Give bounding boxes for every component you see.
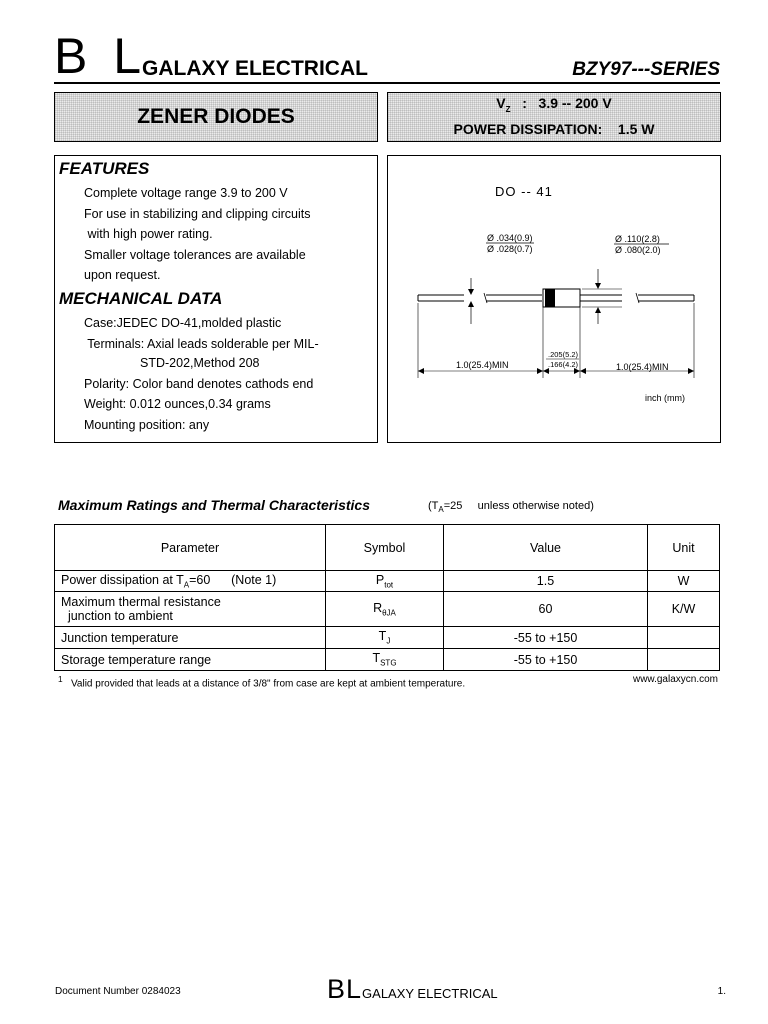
power-spec	[388, 121, 720, 137]
cond-rest: =25 unless otherwise noted)	[443, 500, 594, 512]
row-symbol	[326, 592, 444, 627]
units-label: inch (mm)	[645, 393, 685, 403]
header-parameter: Parameter	[55, 525, 326, 571]
right-len-arrow-b	[688, 368, 694, 374]
vz-subscript: Z	[505, 104, 511, 114]
param-sub: A	[183, 580, 190, 590]
row-parameter: Junction temperature	[55, 627, 326, 649]
row-value: 1.5	[444, 571, 648, 592]
header-unit: Unit	[648, 525, 720, 571]
body-length-min: .166(4.2)	[548, 360, 579, 369]
lead-dia-min: Ø .028(0.7)	[487, 244, 533, 254]
table-row	[55, 649, 720, 671]
features-heading: FEATURES	[59, 159, 150, 178]
page-number: 1.	[717, 986, 726, 997]
mechanical-line: STD-202,Method 208	[140, 356, 260, 370]
document-title: ZENER DIODES	[137, 105, 295, 128]
body-dia-arrowhead-top	[595, 283, 601, 289]
company-logo: B L	[54, 28, 148, 84]
package-panel	[387, 155, 721, 443]
table-row	[55, 592, 720, 627]
mechanical-heading: MECHANICAL DATA	[59, 289, 223, 308]
header-symbol: Symbol	[326, 525, 444, 571]
row-unit	[648, 649, 720, 671]
symbol-sub: θJA	[382, 608, 396, 618]
lead-dia-arrowhead-top	[468, 289, 474, 295]
row-symbol	[326, 649, 444, 671]
mechanical-line: Mounting position: any	[84, 418, 210, 432]
feature-line: Complete voltage range 3.9 to 200 V	[84, 186, 288, 200]
row-parameter	[55, 592, 326, 627]
left-lead-length: 1.0(25.4)MIN	[456, 360, 509, 370]
footer-brand	[327, 974, 498, 1005]
package-drawing	[388, 156, 720, 442]
document-number: Document Number 0284023	[55, 986, 181, 997]
footnote	[58, 674, 465, 689]
body-dia-arrowhead-bottom	[595, 307, 601, 313]
row-unit: W	[648, 571, 720, 592]
row-value: 60	[444, 592, 648, 627]
lead-dia-max: Ø .034(0.9)	[487, 233, 533, 243]
lead-dia-arrowhead-bottom	[468, 301, 474, 307]
ratings-condition	[428, 500, 594, 514]
row-parameter	[55, 571, 326, 592]
feature-line: Smaller voltage tolerances are available	[84, 248, 306, 262]
symbol-text: T	[372, 651, 381, 666]
param-note: =60 (Note 1)	[189, 572, 277, 587]
row-symbol	[326, 627, 444, 649]
feature-line: upon request.	[84, 268, 161, 282]
feature-line: For use in stabilizing and clipping circuits	[84, 207, 311, 221]
ratings-table	[54, 524, 720, 671]
vz-spec	[388, 95, 720, 114]
body-dia-max: Ø .110(2.8)	[615, 234, 660, 244]
left-len-arrow-a	[418, 368, 424, 374]
param-text: Maximum thermal resistance	[61, 595, 221, 609]
header-value: Value	[444, 525, 648, 571]
table-header-row	[55, 525, 720, 571]
row-symbol	[326, 571, 444, 592]
symbol-sub: STG	[380, 658, 397, 668]
row-unit: K/W	[648, 592, 720, 627]
vz-symbol: V	[496, 95, 506, 111]
series-name: BZY97---SERIES	[572, 59, 720, 80]
symbol-text: P	[375, 572, 385, 587]
cathode-band	[545, 289, 555, 307]
features-panel	[54, 155, 378, 443]
power-value: 1.5 W	[617, 121, 655, 137]
ratings-title: Maximum Ratings and Thermal Characteristics	[58, 497, 370, 513]
mechanical-line: Weight: 0.012 ounces,0.34 grams	[84, 397, 271, 411]
right-len-arrow-a	[580, 368, 586, 374]
mechanical-line: Case:JEDEC DO-41,molded plastic	[84, 316, 282, 330]
mechanical-line: Terminals: Axial leads solderable per MIL-	[84, 337, 319, 351]
symbol-text: R	[373, 600, 383, 615]
mechanical-line: Polarity: Color band denotes cathods end	[84, 377, 314, 391]
spec-box	[387, 92, 721, 142]
footer-logo: BL	[327, 974, 363, 1004]
company-name: GALAXY ELECTRICAL	[142, 57, 368, 80]
symbol-sub: J	[386, 636, 391, 646]
power-label: POWER DISSIPATION:	[453, 121, 603, 137]
footnote-text: Valid provided that leads at a distance of 3/8" from case are kept at ambient temperature.	[70, 678, 466, 690]
symbol-sub: tot	[384, 580, 394, 590]
website-link[interactable]: www.galaxycn.com	[632, 674, 718, 685]
symbol-text: T	[378, 629, 387, 644]
row-parameter: Storage temperature range	[55, 649, 326, 671]
body-dia-min: Ø .080(2.0)	[615, 245, 661, 255]
footnote-mark: 1	[58, 674, 63, 684]
footer-company: GALAXY ELECTRICAL	[362, 986, 498, 1001]
right-lead-length: 1.0(25.4)MIN	[616, 362, 669, 372]
left-len-arrow-b	[537, 368, 543, 374]
row-value: -55 to +150	[444, 649, 648, 671]
table-row	[55, 571, 720, 592]
cond-open: (T	[428, 500, 439, 512]
body-length-max: .205(5.2)	[548, 350, 579, 359]
row-value: -55 to +150	[444, 627, 648, 649]
row-unit	[648, 627, 720, 649]
param-text: Power dissipation at T	[61, 572, 184, 587]
cond-sub: A	[438, 505, 444, 515]
param-text-2: junction to ambient	[61, 609, 173, 623]
header-rule	[54, 82, 720, 84]
vz-value: 3.9 -- 200 V	[538, 95, 612, 111]
table-row	[55, 627, 720, 649]
vz-separator: :	[522, 95, 527, 111]
package-name: DO -- 41	[495, 184, 553, 199]
title-box	[54, 92, 378, 142]
feature-line: with high power rating.	[84, 227, 213, 241]
